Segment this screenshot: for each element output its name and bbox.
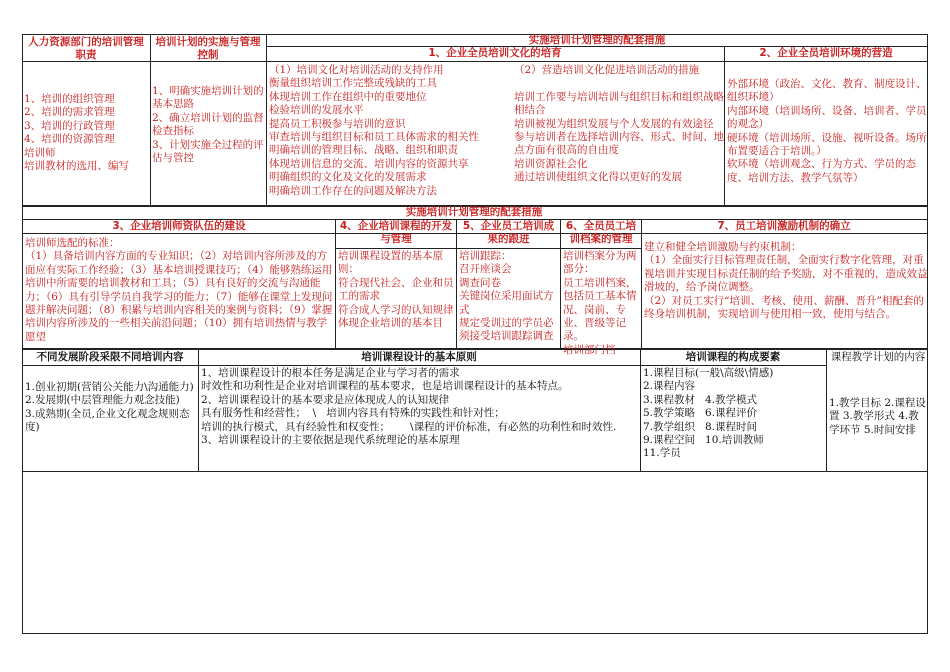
culture-support-role: （1）培训文化对培训活动的支持作用 衡量组织培训工作完整或残缺的工具 体现培训工作在组织中的重要地位 检验培训的发展水平 提高员工积极参与培训的意识 审查培训与组织目标和员工具体需求的相关性 明确培训的管理目标、战略、组织和职责 体现培训信息的交流、培训内容的资源共享 明确组织的文化及文化的发展需求 明确培训工作存在的问题及解决方法 [269, 64, 479, 197]
course-elements-list: 1.课程目标(一般\高级\情感) 2.课程内容 3.课程教材 4.教学模式 5.教学策略 6.课程评价 7.教学组织 8.课程时间 9.课程空间 10.培训教师 11.学员 [643, 367, 774, 460]
stage-content-list: 1.创业初期(营销公关能力\沟通能力) 2.发展期(中层管理能力观念技能) 3.成熟期(全员,企业文化观念规则态度) [25, 381, 194, 434]
incentive-mechanism-header: 7、员工培训激励机制的确立 [717, 220, 851, 232]
course-design-principles: 1、培训课程设计的根本任务是满足企业与学习者的需求 时效性和功利性是企业对培训课程的基本要求，也是培训课程设计的基本特点。 2、培训课程设计的基本要求是应体现成人的认知规律 具有服务性和经营性； \ 培训内容具有特殊的实践性和针对性； 培训的执行模式，具有经验性和权变性； \课程的评价标准，有必然的功利性和时效性. 3、培训课程设计的主要依据是现代系统理论的基本原理 [201, 367, 617, 447]
plan-control-header: 培训计划的实施与管理控制 [155, 36, 261, 61]
teaching-plan-header: 课程教学计划的内容 [830, 351, 926, 363]
training-environment-list: 外部环境（政治、文化、教育、制度设计、组织环境） 内部环境（培训场所、设备、培训者、学员的观念） 硬环境（培训场所、设施、视听设备。场所布置要适合于培训。） 软环境（培训观念、行为方式、学员的态度、培训方法、教学气氛等） [727, 78, 927, 184]
training-environment-header: 2、企业全员培训环境的营造 [759, 47, 893, 59]
plan-control-list: 1、明确实施培训计划的基本思路 2、确立培训计划的监督检查指标 3、计划实施全过程的评估与管控 [152, 85, 264, 165]
training-records: 培训档案分为两部分： 员工培训档案，包括员工基本情况、岗前、专业、晋级等记录。 培训部门档 [563, 250, 637, 356]
supporting-measures-header-2: 实施培训计划管理的配套措施 [405, 206, 543, 218]
hr-duties-header: 人力资源部门的培训管理职责 [28, 36, 144, 61]
training-tracking: 培训跟踪： 召开座谈会 调查问卷 关键岗位采用面试方式 规定受训过的学员必须接受培训跟踪调查 [459, 250, 554, 343]
incentive-mechanism: 建立和健全培训激励与约束机制： （1）全面实行目标管理责任制，全面实行数字化管理，对重视培训并实现目标责任制的给予奖励，对不重视的，造成效益滑坡的，给予岗位调整。 （2）对员工实行“培训、考核、使用、薪酬、晋升”相配套的终身培训机制，实现培训与使用相一致，使用与结合。 [644, 241, 928, 321]
training-results-header: 5、企业员工培训成果的跟进 [462, 220, 555, 245]
course-setting-principles: 培训课程设置的基本原则： 符合现代社会、企业和员工的需求 符合成人学习的认知规律 体现企业培训的基本目 [338, 250, 454, 330]
course-design-principles-header: 培训课程设计的基本原则 [361, 351, 477, 363]
hr-duties-list: 1、培训的组织管理 2、培训的需求管理 3、培训的行政管理 4、培训的资源管理 培训师 培训教材的选用、编写 [24, 93, 129, 173]
trainer-team-header: 3、企业培训师资队伍的建设 [112, 220, 246, 232]
course-development-header: 4、企业培训课程的开发与管理 [339, 220, 453, 245]
stage-content-header: 不同发展阶段采限不同培训内容 [36, 351, 184, 363]
training-culture-header: 1、企业全员培训文化的培育 [428, 47, 562, 59]
training-records-header: 6、全员员工培训档案的管理 [565, 220, 637, 245]
teaching-plan-list: 1.教学目标 2.课程设置 3.教学形式 4.教学环节 5.时间安排 [829, 397, 926, 436]
course-elements-header: 培训课程的构成要素 [685, 351, 781, 363]
supporting-measures-header: 实施培训计划管理的配套措施 [528, 34, 666, 46]
trainer-selection-criteria: 培训师选配的标准： （1）具备培训内容方面的专业知识；（2）对培训内容所涉及的方面应有实际工作经验；（3）基本培训授课技巧；（4）能够熟练运用培训中所需要的培训教材和工具；（5）具有良好的交流与沟通能力；（6）具有引导学员自我学习的能力；（7）能够在课堂上发现问题并解决问题；（8）积累与培训内容相关的案例与资料；（9）掌握培训内容所涉及的一些相关前沿问题；（10）拥有培训热情与教学愿望 [25, 237, 333, 343]
culture-measures: （2）营造培训文化促进培训活动的措施 培训工作要与培训培训与组织目标和组织战略相结合 培训被视为组织发展与个人发展的有效途径 参与培训者在选择培训内容、形式、时间、地点方面有很高的自由度 培训资源社会化 通过培训使组织文化得以更好的发展 [514, 64, 724, 184]
